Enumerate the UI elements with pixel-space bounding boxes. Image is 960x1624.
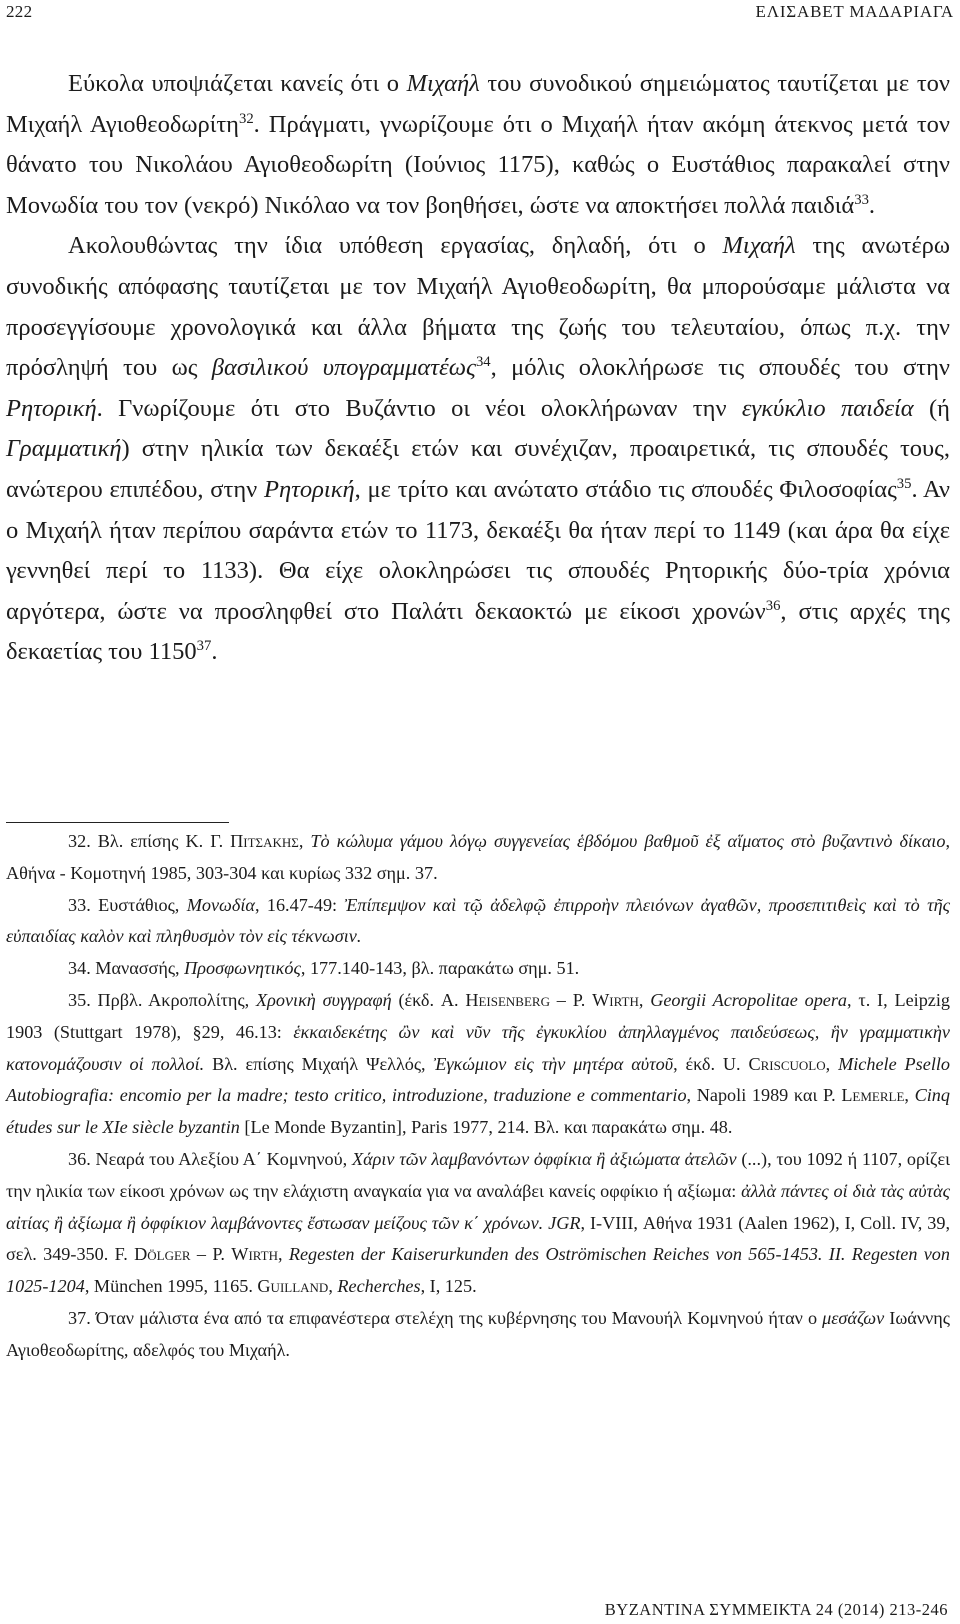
italic-term: βασιλικού υπογραμματέως: [211, 354, 476, 382]
text-run: (...), του 1092 ή 1107, ορίζει την ηλικία των είκοσι χρόνων ως την ελάχιστη αναγκαία για να αναλάβει κανείς οφφίκιο ή αξίωμα:: [6, 1148, 950, 1201]
italic-title: Georgii Acropolitae opera: [650, 989, 848, 1010]
paragraph-1: [6, 64, 950, 226]
text-run: ,: [904, 1085, 915, 1106]
footnote-ref-36[interactable]: 36: [765, 597, 781, 614]
italic-term: Μιχαήλ: [722, 232, 796, 260]
text-run: , 16.47-49:: [254, 894, 345, 915]
paragraph-2: [6, 226, 950, 673]
text-run: .: [868, 191, 876, 219]
italic-quote: Ἐπίπεμψον καὶ τῷ ἀδελφῷ ἐπιρροὴν πλειόνων ἀγαθῶν, προσεπιτιθεὶς καὶ τὸ τῆς εὐπαιδίας καλὸν καὶ πληθυσμὸν τὸν εἰς τέκνωσιν.: [6, 894, 950, 947]
text-run: [Le Monde Byzantin], Paris 1977, 214. Βλ. και παρακάτω σημ. 48.: [239, 1117, 733, 1138]
italic-term: Ρητορική: [264, 475, 355, 503]
author-name: Πιτσακης: [230, 831, 299, 851]
text-run: , 177.140-143, βλ. παρακάτω σημ. 51.: [300, 958, 580, 979]
author-name: Guilland: [257, 1276, 329, 1297]
italic-title: Χάριν τῶν λαμβανόντων ὀφφίκια ἢ ἀξιώματα ἀτελῶν: [351, 1148, 737, 1169]
text-run: , Napoli 1989 και P.: [686, 1085, 842, 1106]
text-run: 32. Βλ. επίσης Κ. Γ.: [68, 831, 231, 851]
running-head: ΕΛΙΣΑΒΕΤ ΜΑΔΑΡΙΑΓΑ: [755, 2, 954, 21]
main-text: [6, 64, 950, 673]
text-run: , Αθήνα - Κομοτηνή 1985, 303-304 και κυρίως 332 σημ. 37.: [6, 831, 950, 883]
text-run: 34. Μανασσής,: [68, 958, 185, 979]
text-run: του συνοδικού σημειώματος ταυτίζεται με τον Μιχαήλ Αγιοθεοδωρίτη: [6, 70, 950, 138]
footnote-separator: [6, 822, 229, 823]
text-run: ,: [278, 1244, 289, 1265]
text-run: , τ. I, Leipzig 1903 (Stuttgart 1978), §29, 46.13:: [6, 989, 951, 1042]
text-run: ,: [638, 989, 651, 1010]
footnote-32: [6, 826, 950, 890]
footnote-ref-35[interactable]: 35: [896, 475, 912, 492]
text-run: . Πράγματι, γνωρίζουμε ότι ο Μιχαήλ ήταν ακόμη άτεκνος μετά τον θάνατο του Νικολάου Αγιοθεοδωρίτη (Ιούνιος 1175), καθώς ο Ευστάθιος παρακαλεί στην Μονωδία του τον (νεκρό) Νικόλαο να τον βοηθήσει, ώστε να αποκτήσει πολλά παιδιά: [6, 110, 950, 219]
italic-quote: ἀλλὰ πάντες οἱ διὰ τὰς αὐτὰς αἰτίας ἢ ἀξίωμα ἢ ὀφφίκιον λαμβάνοντες ἔστωσαν μείζους τῶν κ΄ χρόνων. JGR: [6, 1180, 950, 1233]
italic-title: Προσφωνητικός: [184, 958, 301, 979]
author-name: Criscuolo: [748, 1053, 826, 1074]
footnote-ref-32[interactable]: 32: [238, 110, 254, 127]
italic-term: εγκύκλιο παιδεία: [741, 394, 914, 422]
italic-title: Michele Psello Autobiografia: encomio per la madre; testo critico, introduzione, traduzione e commentario: [6, 1053, 951, 1106]
text-run: 37. Όταν μάλιστα ένα από τα επιφανέστερα στελέχη της κυβέρνησης του Μανουήλ Κομνηνού ήταν ο: [68, 1307, 823, 1328]
text-run: , στις αρχές της δεκαετίας του 1150: [6, 597, 950, 666]
italic-term: Μιχαήλ: [406, 70, 480, 97]
text-run: ,: [298, 831, 311, 851]
text-run: ,: [825, 1053, 839, 1074]
text-run: της ανωτέρω συνοδικής απόφασης ταυτίζεται με τον Μιχαήλ Αγιοθεοδωρίτη, θα μπορούσαμε μάλιστα να προσεγγίσουμε χρονολογικά και άλλα βήματα της ζωής του τελευταίου, όπως π.χ. την πρόσληψή του ως: [6, 232, 950, 382]
text-run: , μόλις ολοκλήρωσε τις σπουδές του στην: [490, 354, 950, 382]
author-name: Heisenberg: [465, 989, 550, 1010]
italic-title: Cinq études sur le XIe siècle byzantin: [6, 1085, 950, 1138]
italic-title: Recherches: [337, 1276, 421, 1297]
text-run: .: [211, 638, 218, 666]
text-run: (έκδ. A.: [391, 989, 466, 1010]
footnote-37: [6, 1303, 950, 1367]
text-run: (ή: [913, 394, 950, 422]
footnote-35: [6, 985, 950, 1144]
text-run: , με τρίτο και ανώτατο στάδιο τις σπουδές Φιλοσοφίας: [354, 475, 897, 503]
text-run: ,: [328, 1276, 338, 1297]
text-run: , München 1995, 1165.: [84, 1276, 258, 1297]
text-run: 35. Πρβλ. Ακροπολίτης,: [68, 989, 257, 1010]
footnote-33: [6, 890, 950, 954]
italic-title: Ἐγκώμιον εἰς τὴν μητέρα αὐτοῦ: [433, 1053, 674, 1074]
author-name: Lemerle: [841, 1085, 905, 1106]
page-header: [6, 2, 954, 24]
text-run: Εύκολα υποψιάζεται κανείς ότι ο: [68, 70, 407, 97]
text-run: . Αν ο Μιχαήλ ήταν περίπου σαράντα ετών το 1173, δεκαέξι θα ήταν περί το 1149 (και άρα θα είχε γεννηθεί περί το 1133). Θα είχε ολοκληρώσει τις σπουδές Ρητορικής δύο-τρία χρόνια αργότερα, ώστε να προσληφθεί στο Παλάτι δεκαοκτώ με είκοσι χρονών: [6, 475, 950, 625]
italic-title: Μονωδία: [186, 894, 255, 915]
text-run: , έκδ. U.: [673, 1053, 749, 1074]
text-run: ) στην ηλικία των δεκαέξι ετών και συνέχιζαν, προαιρετικά, τις σπουδές τους, ανώτερου επιπέδου, στην: [6, 435, 950, 503]
text-run: Ακολουθώντας την ίδια υπόθεση εργασίας, δηλαδή, ότι ο: [68, 232, 723, 260]
text-run: 33. Ευστάθιος,: [68, 894, 187, 915]
author-name: Dölger: [134, 1244, 191, 1265]
footnote-ref-37[interactable]: 37: [196, 638, 212, 655]
text-run: – P.: [549, 989, 593, 1010]
text-run: , I, 125.: [420, 1276, 477, 1297]
italic-term: μεσάζων: [822, 1307, 885, 1328]
text-run: 36. Νεαρά του Αλεξίου Α΄ Κομνηνού,: [68, 1148, 352, 1169]
italic-title: Χρονικὴ συγγραφή: [256, 989, 392, 1010]
author-name: Wirth: [231, 1244, 278, 1265]
italic-quote: ἑκκαιδεκέτης ὢν καὶ νῦν τῆς ἐγκυκλίου ἀπηλλαγμένος παιδεύσεως, ἣν γραμματικὴν κατονομάζουσιν οἱ πολλοί.: [6, 1021, 951, 1074]
text-run: . Γνωρίζουμε ότι στο Βυζάντιο οι νέοι ολοκλήρωναν την: [96, 394, 742, 422]
italic-title: Τὸ κώλυμα γάμου λόγῳ συγγενείας ἑβδόμου βαθμοῦ ἐξ αἵματος στὸ βυζαντινὸ δίκαιο: [310, 831, 946, 851]
text-run: Ιωάννης Αγιοθεοδωρίτης, αδελφός του Μιχαήλ.: [6, 1307, 950, 1360]
text-run: , I-VIII, Αθήνα 1931 (Aalen 1962), I, Coll. IV, 39, σελ. 349-350. F.: [6, 1212, 950, 1265]
italic-title: Regesten der Kaiserurkunden des Oströmischen Reiches von 565-1453. II. Regesten von 1025-1204: [6, 1244, 950, 1297]
footnote-36: [6, 1144, 950, 1303]
page-number: 222: [6, 2, 33, 21]
italic-term: Γραμματική: [6, 435, 122, 463]
footnotes: [6, 826, 950, 1367]
footnote-ref-34[interactable]: 34: [475, 354, 491, 370]
text-run: – P.: [190, 1244, 232, 1265]
journal-footer: BYZANTINA ΣΥΜΜΕΙΚΤΑ 24 (2014) 213-246: [604, 1600, 948, 1619]
italic-term: Ρητορική: [6, 394, 97, 422]
author-name: Wirth: [592, 989, 639, 1010]
footnote-ref-33[interactable]: 33: [854, 191, 869, 208]
footnote-34: [6, 953, 950, 985]
text-run: Βλ. επίσης Μιχαήλ Ψελλός,: [204, 1053, 434, 1074]
